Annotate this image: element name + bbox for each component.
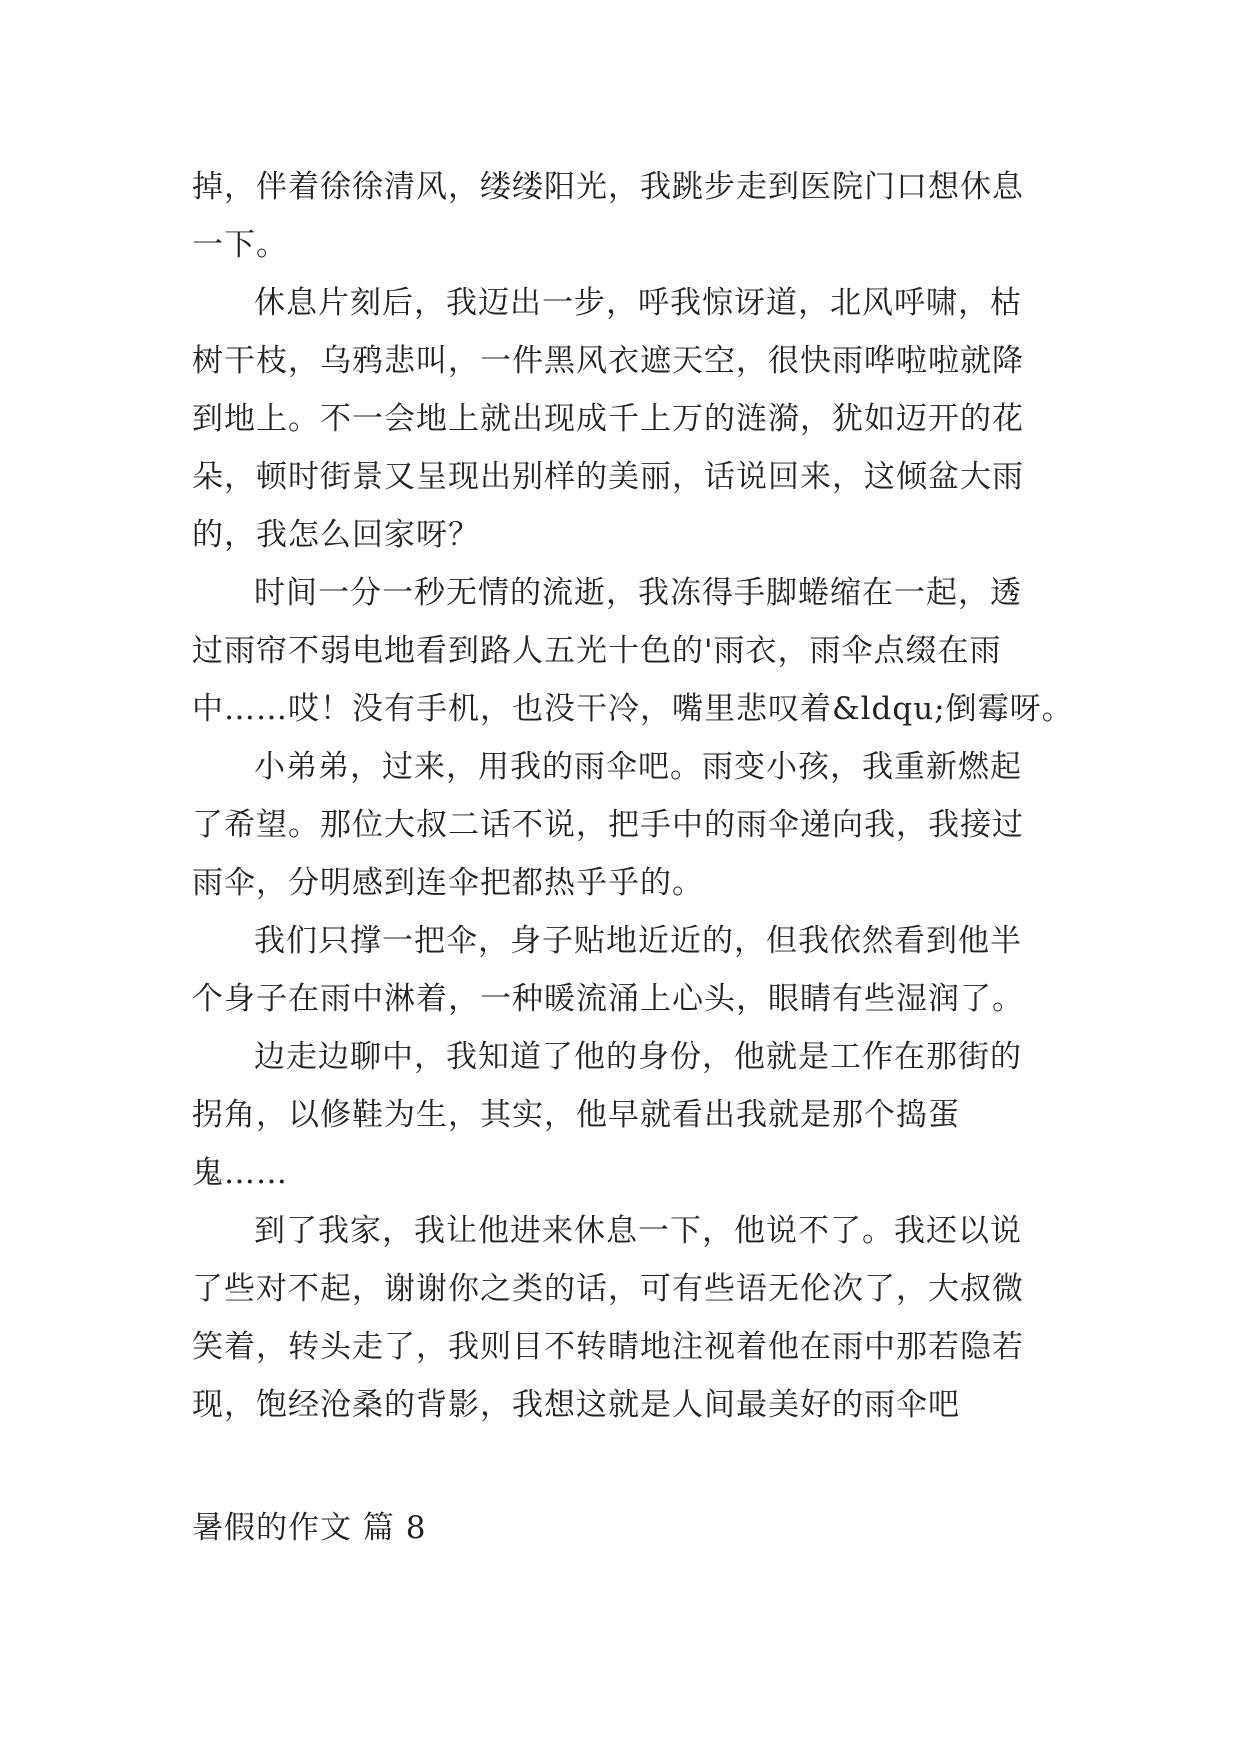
paragraph-line: 中……哎！没有手机，也没干冷，嘴里悲叹着&ldqu;倒霉呀。 xyxy=(192,691,1074,727)
paragraph-line: 朵，顿时街景又呈现出别样的美丽，话说回来，这倾盆大雨 xyxy=(192,459,1024,495)
paragraph-line: 个身子在雨中淋着，一种暖流涌上心头，眼睛有些湿润了。 xyxy=(192,981,1024,1017)
paragraph-line: 的，我怎么回家呀？ xyxy=(192,517,480,553)
paragraph-line: 边走边聊中，我知道了他的身份，他就是工作在那街的 xyxy=(254,1039,1022,1075)
section-heading: 暑假的作文 篇 8 xyxy=(192,1510,427,1546)
paragraph-line: 掉，伴着徐徐清风，缕缕阳光，我跳步走到医院门口想休息 xyxy=(192,169,1024,205)
paragraph-line: 到了我家，我让他进来休息一下，他说不了。我还以说 xyxy=(254,1213,1022,1249)
paragraph-line: 休息片刻后，我迈出一步，呼我惊讶道，北风呼啸，枯 xyxy=(254,285,1022,321)
article-body xyxy=(192,158,1074,1434)
paragraph-line: 笑着，转头走了，我则目不转睛地注视着他在雨中那若隐若 xyxy=(192,1329,1024,1365)
paragraph-line: 了些对不起，谢谢你之类的话，可有些语无伦次了，大叔微 xyxy=(192,1271,1024,1307)
paragraph-line: 现，饱经沧桑的背影，我想这就是人间最美好的雨伞吧 xyxy=(192,1387,960,1423)
paragraph-line: 小弟弟，过来，用我的雨伞吧。雨变小孩，我重新燃起 xyxy=(254,749,1022,785)
paragraph-line: 拐角，以修鞋为生，其实，他早就看出我就是那个捣蛋 xyxy=(192,1097,960,1133)
paragraph-line: 过雨帘不弱电地看到路人五光十色的'雨衣，雨伞点缀在雨 xyxy=(192,633,1002,669)
paragraph-line: 一下。 xyxy=(192,227,288,263)
paragraph-line: 时间一分一秒无情的流逝，我冻得手脚蜷缩在一起，透 xyxy=(254,575,1022,611)
paragraph-line: 鬼…… xyxy=(192,1155,288,1191)
paragraph-line: 树干枝，乌鸦悲叫，一件黑风衣遮天空，很快雨哗啦啦就降 xyxy=(192,343,1024,379)
paragraph-line: 了希望。那位大叔二话不说，把手中的雨伞递向我，我接过 xyxy=(192,807,1024,843)
paragraph-line: 我们只撑一把伞，身子贴地近近的，但我依然看到他半 xyxy=(254,923,1022,959)
paragraph-line: 到地上。不一会地上就出现成千上万的涟漪，犹如迈开的花 xyxy=(192,401,1024,437)
paragraph-line: 雨伞，分明感到连伞把都热乎乎的。 xyxy=(192,865,704,901)
